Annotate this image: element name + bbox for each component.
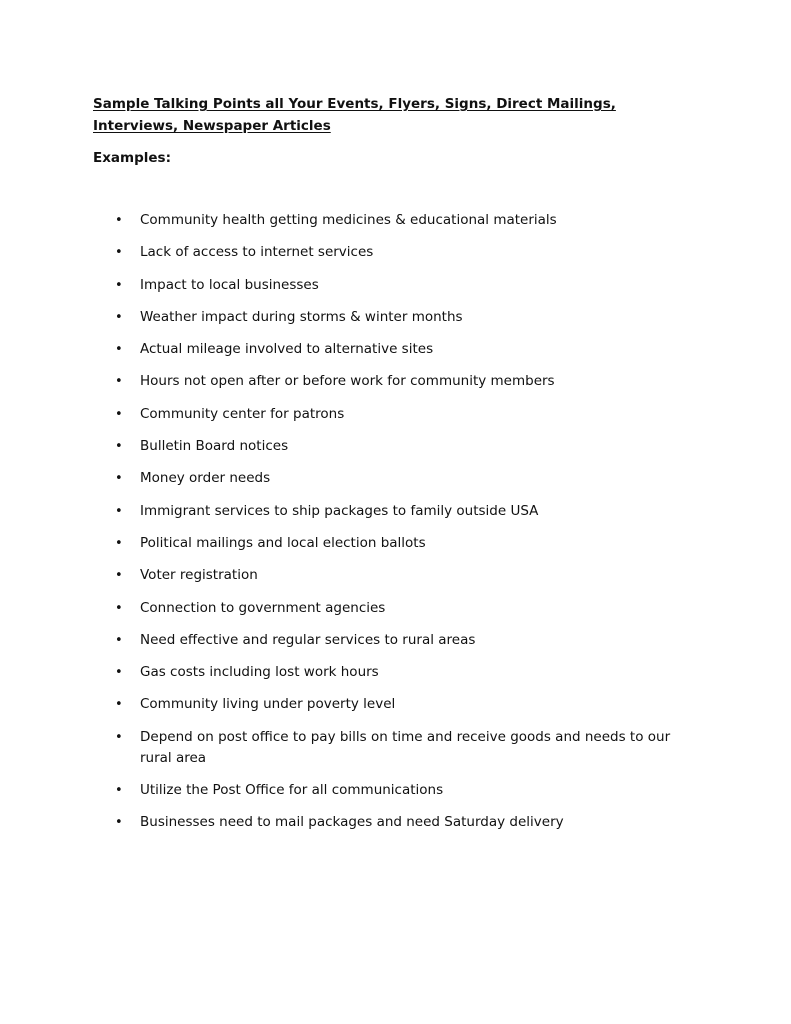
bullet-icon: •: [115, 342, 123, 358]
list-item-text: Connection to government agencies: [140, 599, 386, 616]
bullet-icon: •: [115, 245, 123, 261]
bullet-icon: •: [115, 277, 123, 293]
list-item: [0, 242, 791, 263]
list-item-text: Political mailings and local election ballots: [140, 534, 426, 551]
list-item: [0, 533, 791, 554]
list-item-text: Lack of access to internet services: [140, 244, 374, 261]
list-item: [0, 598, 791, 619]
list-item: [0, 275, 791, 296]
bullet-icon: •: [115, 503, 123, 519]
bullet-icon: •: [115, 213, 123, 228]
bullet-icon: •: [115, 665, 123, 681]
bullet-icon: •: [115, 406, 123, 422]
list-item-text: Community health getting medicines & educational materials: [140, 212, 557, 228]
bullet-icon: •: [115, 600, 123, 616]
list-item: [0, 694, 791, 715]
bullet-icon: •: [115, 632, 123, 648]
list-item-text: Weather impact during storms & winter months: [140, 308, 463, 325]
bullet-icon: •: [115, 471, 123, 487]
bullet-icon: •: [115, 697, 123, 713]
list-item: [0, 812, 791, 833]
list-item: [0, 780, 791, 801]
talking-points-list: [0, 210, 791, 845]
list-item-text: Voter registration: [140, 567, 258, 584]
list-item: [0, 307, 791, 328]
list-item-text: Utilize the Post Office for all communications: [140, 782, 444, 799]
list-item: [0, 371, 791, 392]
bullet-icon: •: [115, 535, 123, 551]
list-item-text: Hours not open after or before work for community members: [140, 373, 555, 390]
list-item-text: Actual mileage involved to alternative sites: [140, 341, 434, 358]
page-title: Sample Talking Points all Your Events, Flyers, Signs, Direct Mailings, Interviews, Newspaper Articles: [93, 96, 616, 134]
list-item-text: Businesses need to mail packages and need Saturday delivery: [140, 814, 564, 831]
list-item: [0, 339, 791, 360]
list-item: [0, 501, 791, 522]
list-item-text: Bulletin Board notices: [140, 438, 289, 455]
list-item-text: Impact to local businesses: [140, 276, 319, 293]
list-item: [0, 436, 791, 457]
list-item: [0, 468, 791, 489]
list-item-text: Community living under poverty level: [140, 696, 396, 713]
list-item: [0, 210, 791, 231]
bullet-icon: •: [115, 729, 123, 745]
bullet-icon: •: [115, 568, 123, 584]
list-item: [0, 404, 791, 425]
list-item-text: Depend on post office to pay bills on time and receive goods and needs to our rural area: [140, 728, 671, 766]
bullet-icon: •: [115, 309, 123, 325]
list-item-text: Gas costs including lost work hours: [140, 664, 379, 681]
bullet-icon: •: [115, 439, 123, 455]
list-item-text: Money order needs: [140, 470, 271, 487]
list-item: [0, 630, 791, 651]
list-item-text: Community center for patrons: [140, 405, 345, 422]
list-item: [0, 565, 791, 586]
bullet-icon: •: [115, 374, 123, 390]
bullet-icon: •: [115, 815, 123, 831]
list-item-text: Immigrant services to ship packages to family outside USA: [140, 502, 539, 519]
list-item: [0, 662, 791, 683]
list-item: [0, 727, 791, 769]
list-item-text: Need effective and regular services to rural areas: [140, 631, 476, 648]
examples-heading: Examples:: [93, 150, 171, 166]
bullet-icon: •: [115, 783, 123, 799]
